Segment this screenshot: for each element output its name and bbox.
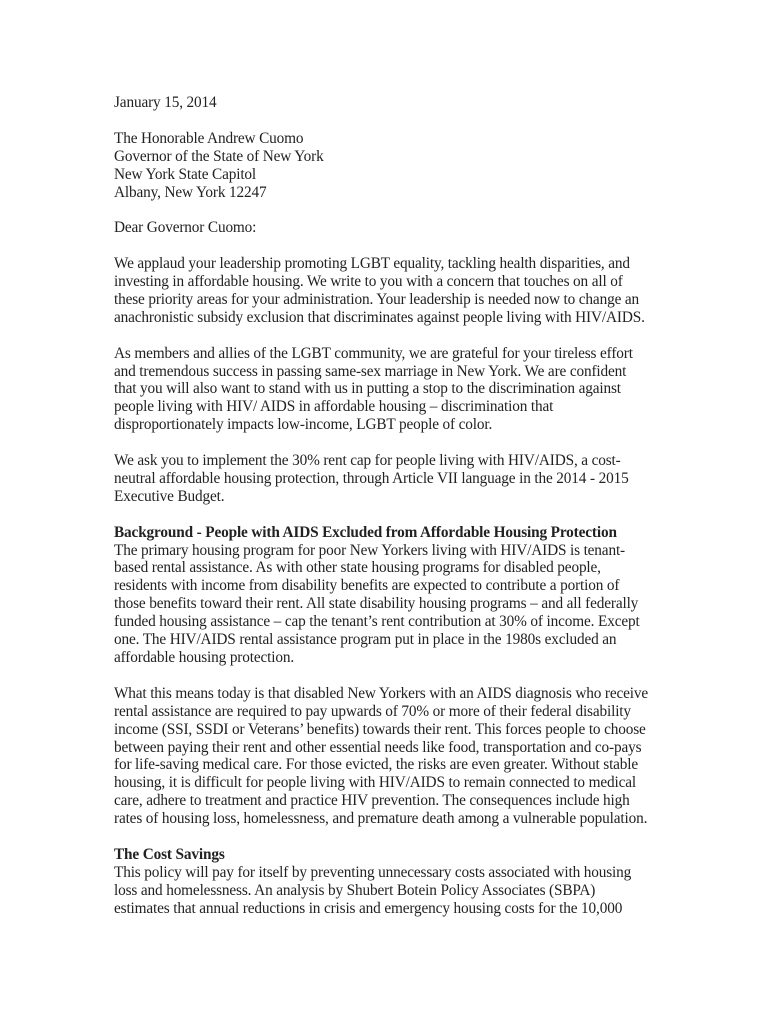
spacer [114, 667, 668, 685]
recipient-address [114, 130, 668, 202]
spacer [114, 828, 668, 846]
spacer [114, 112, 668, 130]
text-line: housing, it is difficult for people living with HIV/AIDS to remain connected to medical [114, 774, 636, 792]
address-line: Governor of the State of New York [114, 147, 324, 165]
text-line: income (SSI, SSDI or Veterans’ benefits) towards their rent. This forces people to choose [114, 720, 646, 738]
spacer [114, 434, 668, 452]
text-line: residents with income from disability benefits are expected to contribute a portion of [114, 577, 620, 595]
address-line: The Honorable Andrew Cuomo [114, 129, 304, 147]
paragraph-impact [114, 685, 668, 828]
text-line: We applaud your leadership promoting LGBT equality, tackling health disparities, and [114, 255, 630, 273]
text-line: based rental assistance. As with other state housing programs for disabled people, [114, 559, 601, 577]
text-line: investing in affordable housing. We write to you with a concern that touches on all of [114, 273, 623, 291]
text-line: those benefits toward their rent. All state disability housing programs – and all federally [114, 595, 639, 613]
text-line: for life-saving medical care. For those evicted, the risks are even greater. Without stable [114, 756, 639, 774]
text-line: rates of housing loss, homelessness, and premature death among a vulnerable population. [114, 810, 648, 828]
spacer [114, 237, 668, 255]
section-heading-background: Background - People with AIDS Excluded from Affordable Housing Protection [114, 523, 617, 541]
letter-date: January 15, 2014 [114, 94, 217, 111]
text-line: What this means today is that disabled New Yorkers with an AIDS diagnosis who receive [114, 684, 649, 702]
text-line: This policy will pay for itself by preventing unnecessary costs associated with housing [114, 863, 632, 881]
text-line: that you will also want to stand with us in putting a stop to the discrimination against [114, 380, 621, 398]
text-line: neutral affordable housing protection, through Article VII language in the 2014 - 2015 [114, 469, 629, 487]
text-line: affordable housing protection. [114, 649, 295, 666]
text-line: funded housing assistance – cap the tenant’s rent contribution at 30% of income. Except [114, 613, 640, 631]
text-line: and tremendous success in passing same-sex marriage in New York. We are confident [114, 362, 627, 380]
spacer [114, 327, 668, 345]
spacer [114, 201, 668, 219]
address-line: New York State Capitol [114, 165, 257, 183]
text-line: As members and allies of the LGBT community, we are grateful for your tireless effort [114, 344, 633, 362]
paragraph-leadership [114, 255, 668, 327]
paragraph-lgbt-community [114, 345, 668, 435]
text-line: care, adhere to treatment and practice HIV prevention. The consequences include high [114, 792, 630, 810]
paragraph-cost-savings [114, 864, 668, 918]
text-line: We ask you to implement the 30% rent cap for people living with HIV/AIDS, a cost- [114, 452, 621, 470]
text-line: The primary housing program for poor New Yorkers living with HIV/AIDS is tenant- [114, 541, 625, 559]
paragraph-background [114, 542, 668, 667]
section-heading-cost-savings: The Cost Savings [114, 845, 225, 863]
salutation: Dear Governor Cuomo: [114, 219, 257, 237]
text-line: disproportionately impacts low-income, LGBT people of color. [114, 416, 493, 434]
text-line: between paying their rent and other essential needs like food, transportation and co-pays [114, 738, 642, 756]
text-line: people living with HIV/ AIDS in affordable housing – discrimination that [114, 398, 554, 416]
paragraph-request [114, 452, 668, 506]
address-line: Albany, New York 12247 [114, 183, 267, 201]
text-line: anachronistic subsidy exclusion that discriminates against people living with HIV/AIDS. [114, 308, 645, 326]
spacer [114, 506, 668, 524]
text-line: loss and homelessness. An analysis by Shubert Botein Policy Associates (SBPA) [114, 881, 596, 899]
text-line: these priority areas for your administration. Your leadership is needed now to change an [114, 290, 640, 308]
text-line: rental assistance are required to pay upwards of 70% or more of their federal disability [114, 702, 631, 720]
text-line: Executive Budget. [114, 487, 225, 505]
text-line: one. The HIV/AIDS rental assistance program put in place in the 1980s excluded an [114, 631, 617, 649]
text-line: estimates that annual reductions in crisis and emergency housing costs for the 10,000 [114, 899, 623, 917]
